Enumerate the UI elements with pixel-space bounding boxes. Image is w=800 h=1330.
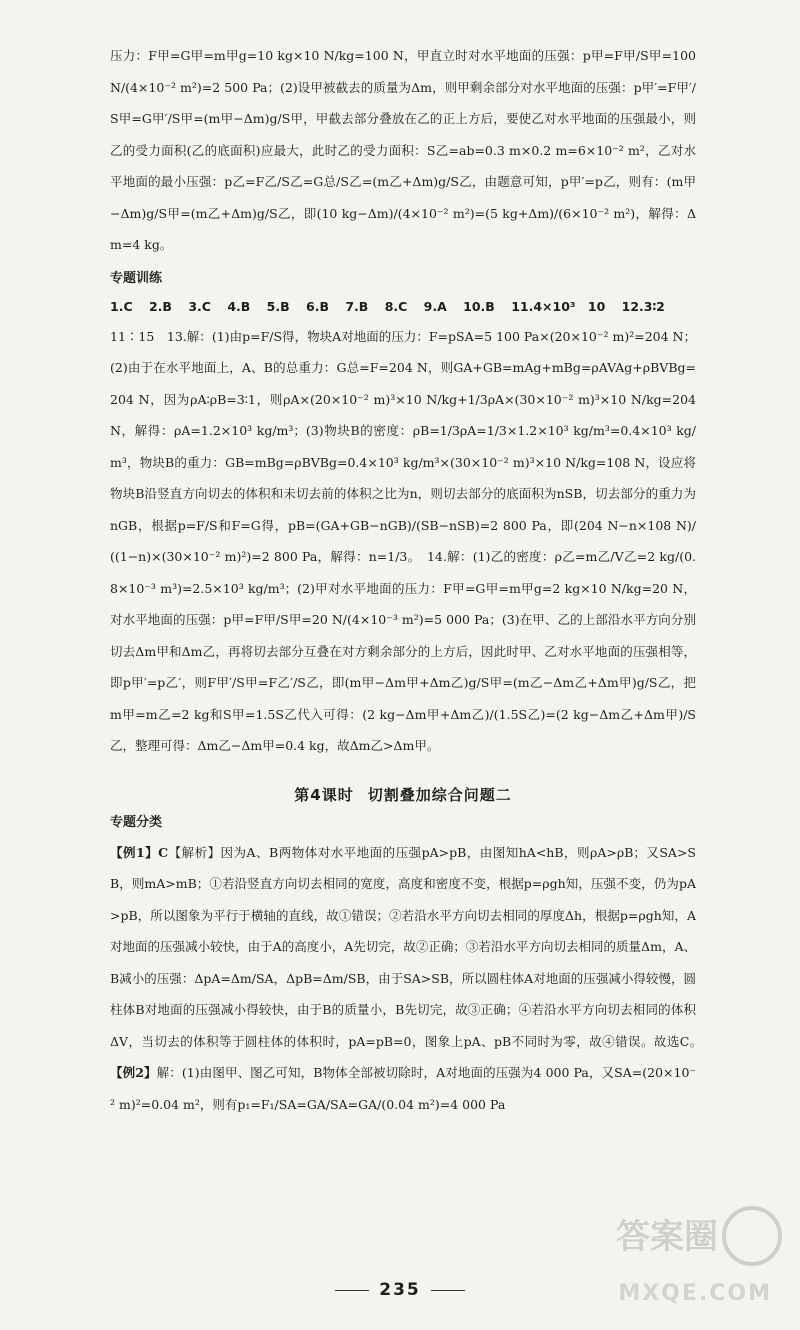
answer-item: 8.C — [384, 298, 408, 314]
answer-item: 2.B — [148, 298, 172, 314]
answer-item: 4.B — [227, 298, 251, 314]
lesson-name: 切割叠加综合问题二 — [367, 785, 512, 804]
answer-item: 12.3∶2 — [621, 298, 665, 314]
watermark — [582, 1202, 782, 1312]
example-2-tag: 【例2】 — [110, 1065, 157, 1080]
answer-item: 7.B — [345, 298, 369, 314]
watermark-logo-icon — [612, 1202, 782, 1272]
example-1 — [110, 837, 696, 1121]
page-number-dash-left — [335, 1290, 369, 1291]
answer-key-line — [110, 293, 696, 321]
watermark-logo-text: 答案圈 — [616, 1217, 718, 1257]
answer-item: 10.B — [463, 298, 495, 314]
solution-continuation: 压力：F甲=G甲=m甲g=10 kg×10 N/kg=100 N，甲直立时对水平地面的压强：p甲=F甲/S甲=100 N/(4×10⁻² m²)=2 500 Pa；(2)设甲被截去的质量为Δm，则甲剩余部分对水平地面的压强：p甲′=F甲′/S甲=G甲′/S甲=(m甲−Δm)g/S甲，甲截去部分叠放在乙的正上方后，要使乙对水平地面的压强最小，则乙的受力面积(乙的底面积)应最大，此时乙的受力面积：S乙=ab=0.3 m×0.2 m=6×10⁻² m²，乙对水平地面的最小压强：p乙=F乙/S乙=G总/S乙=(m乙+Δm)g/S乙，由题意可知，p甲′=p乙，则有：(m甲−Δm)g/S甲=(m乙+Δm)g/S乙，即(10 kg−Δm)/(4×10⁻² m²)=(5 kg+Δm)/(6×10⁻² m²)，解得：Δm=4 kg。 — [110, 48, 696, 252]
example-2-text: 解：(1)由图甲、图乙可知，B物体全部被切除时，A对地面的压强为4 000 Pa，又SA=(20×10⁻² m)²=0.04 m²，则有p₁=F₁/SA=GA/SA=GA/(0.04 m²)=4 000 Pa — [110, 1065, 697, 1112]
answer-item: 6.B — [306, 298, 329, 314]
page-number-value: 235 — [379, 1280, 421, 1300]
page-number-dash-right — [431, 1290, 465, 1291]
example-1-text: 【解析】因为A、B两物体对水平地面的压强pA>pB，由图知hA<hB，则ρA>ρB；又SA>SB，则mA>mB；①若沿竖直方向切去相同的宽度，高度和密度不变，根据p=ρgh知，压强不变，仍为pA>pB，所以图象为平行于横轴的直线，故①错误；②若沿水平方向切去相同的厚度Δh，根据p=ρgh知，A对地面的压强减小较快，由于A的高度小，A先切完，故②正确；③若沿水平方向切去相同的质量Δm，A、B减小的压强：ΔpA=Δm/SA，ΔpB=Δm/SB，由于SA>SB，所以圆柱体A对地面的压强减小得较慢，圆柱体B对地面的压强减小得较快，由于B的质量小，B先切完，故③正确；④若沿水平方向切去相同的体积ΔV，当切去的体积等于圆柱体的体积时，pA=pB=0，图象上pA、pB不同时为零，故④错误。故选C。 — [110, 844, 696, 1049]
answer-item: 5.B — [266, 298, 290, 314]
answer-item: 1.C — [110, 298, 133, 314]
section-heading-special-training: 专题训练 — [110, 270, 163, 286]
page-content — [110, 40, 696, 1120]
section-heading-classification: 专题分类 — [110, 814, 163, 830]
answer-item: 9.A — [423, 298, 447, 314]
example-1-tag: 【例1】C — [110, 844, 169, 860]
answer-item: 3.C — [188, 298, 211, 314]
watermark-url: MXQE.COM — [618, 1281, 772, 1306]
answer-item: 11.4×10³ 10 — [511, 298, 606, 314]
solutions-13-14: 11∶15 13.解：(1)由p=F/S得，物块A对地面的压力：F=pSA=5 100 Pa×(20×10⁻² m)²=204 N；(2)由于在水平地面上，A、B的总重力：G总=F=204 N，则GA+GB=mAg+mBg=ρAVAg+ρBVBg=204 N，因为ρA∶ρB=3∶1，则ρA×(20×10⁻² m)³×10 N/kg+1/3ρA×(30×10⁻² m)³×10 N/kg=204 N，解得：ρA=1.2×10³ kg/m³；(3)物块B的密度：ρB=1/3ρA=1/3×1.2×10³ kg/m³=0.4×10³ kg/m³，物块B的重力：GB=mBg=ρBVBg=0.4×10³ kg/m³×(30×10⁻² m)³×10 N/kg=108 N，设应将物块B沿竖直方向切去的体积和未切去前的体积之比为n，则切去部分的底面积为nSB，切去部分的重力为nGB，根据p=F/S和F=G得，pB=(GA+GB−nGB)/(SB−nSB)=2 800 Pa，即(204 N−n×108 N)/((1−n)×(30×10⁻² m)²)=2 800 Pa，解得：n=1/3。 14.解：(1)乙的密度：ρ乙=m乙/V乙=2 kg/(0.8×10⁻³ m³)=2.5×10³ kg/m³；(2)甲对水平地面的压力：F甲=G甲=m甲g=2 kg×10 N/kg=20 N，对水平地面的压强：p甲=F甲/S甲=20 N/(4×10⁻³ m²)=5 000 Pa；(3)在甲、乙的上部沿水平方向分别切去Δm甲和Δm乙，再将切去部分互叠在对方剩余部分的上方后，因此时甲、乙对水平地面的压强相等，即p甲′=p乙′，则F甲′/S甲=F乙′/S乙，即(m甲−Δm甲+Δm乙)g/S甲=(m乙−Δm乙+Δm甲)g/S乙，把m甲=m乙=2 kg和S甲=1.5S乙代入可得：(2 kg−Δm甲+Δm乙)/(1.5S乙)=(2 kg−Δm乙+Δm甲)/S乙，整理可得：Δm乙−Δm甲=0.4 kg，故Δm乙>Δm甲。 — [110, 328, 696, 753]
lesson-number: 第4课时 — [294, 785, 354, 804]
lesson-title — [110, 784, 696, 805]
